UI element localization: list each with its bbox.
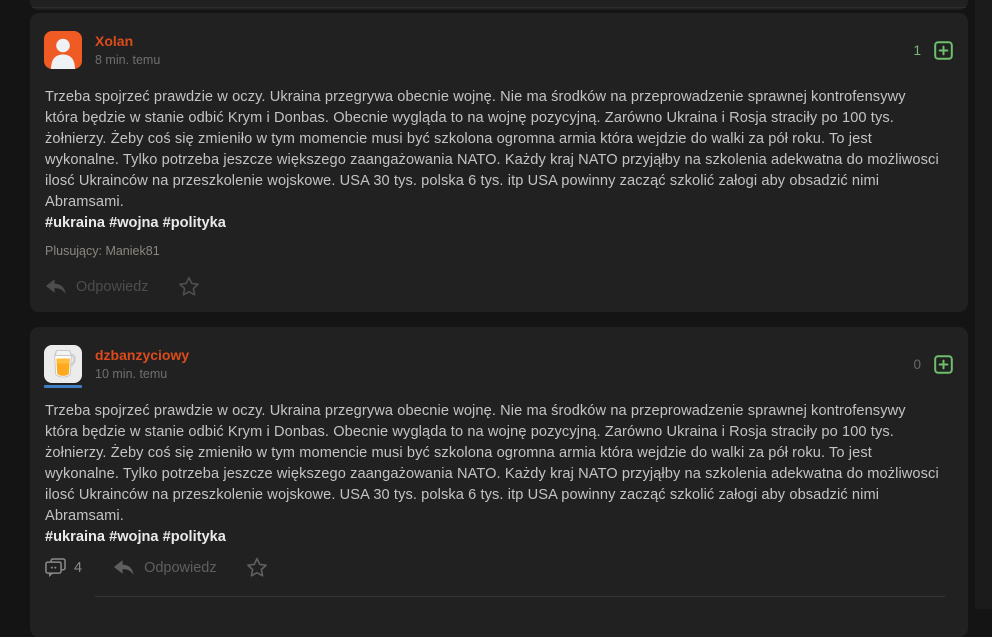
comment-text-line: Trzeba spojrzeć prawdzie w oczy. Ukraina przegrywa obecnie wojnę. Nie ma środków na przeprowadzenie sprawnej kontrofensywy [45,403,906,419]
hashtags-links[interactable]: #ukraina #wojna #polityka [45,529,226,545]
replies-count: 4 [74,559,83,576]
comment-body [30,87,968,234]
user-meta [95,33,160,67]
comment-text-line: żołnierzy. Żeby coś się zmieniło w tym momencie musi być szkolona ogromna armia która wejdzie do walki za pół roku. To jest [45,131,872,147]
avatar[interactable] [44,31,82,69]
favorite-button[interactable] [178,276,200,297]
show-replies-button[interactable] [45,558,82,578]
username-link[interactable]: dzbanzyciowy [95,347,190,363]
username-link[interactable]: Xolan [95,33,134,49]
user-meta [95,347,189,381]
comments-bubble-icon [45,558,66,578]
timestamp-link[interactable]: 8 min. temu [95,53,161,67]
user-avatar-icon [44,31,82,69]
comment-text-line: wykonalne. Tylko potrzeba jeszcze większego zaangażowania NATO. Każdy kraj NATO przyjąłby na szkolenia adekwatna do możliwosci [45,466,939,482]
comment-text-line: wykonalne. Tylko potrzeba jeszcze większego zaangażowania NATO. Każdy kraj NATO przyjąłby na szkolenia adekwatna do możliwosci [45,152,939,168]
comment-card [30,327,968,637]
plus-vote-button[interactable] [934,41,953,60]
vote-score[interactable]: 0 [913,356,921,372]
plus-vote-button[interactable] [934,355,953,374]
vote-score[interactable]: 1 [913,42,921,58]
comment-text-line: która będzie w stanie odbić Krym i Donbas. Obecnie wygląda to na wojnę pozycyjną. Zarówno Ukraina i Rosja straciły po 100 tys. [45,424,894,440]
plus-box-icon [934,355,953,374]
star-icon [178,276,200,297]
comment-text-line: Trzeba spojrzeć prawdzie w oczy. Ukraina przegrywa obecnie wojnę. Nie ma środków na przeprowadzenie sprawnej kontrofensywy [45,89,906,105]
comment-body [30,401,968,548]
previous-card-bottom-edge [30,0,968,10]
comment-text-line: która będzie w stanie odbić Krym i Donbas. Obecnie wygląda to na wojnę pozycyjną. Zarówno Ukraina i Rosja straciły po 100 tys. [45,110,894,126]
avatar[interactable] [44,345,82,383]
divider [32,7,966,8]
plus-box-icon [934,41,953,60]
comment-actions [30,276,968,297]
juice-jug-avatar-icon [44,345,82,383]
reply-button-label: Odpowiedz [76,278,149,295]
comment-text-line: żołnierzy. Żeby coś się zmieniło w tym momencie musi być szkolona ogromna armia która wejdzie do walki za pół roku. To jest [45,445,872,461]
reply-arrow-icon [113,559,135,577]
comment-header [30,327,968,383]
star-icon [246,557,268,578]
timestamp-link[interactable]: 10 min. temu [95,367,168,381]
upvoters-list: Plusujący: Maniek81 [45,244,160,258]
comment-text-line: ilosć Ukrainców na przeszkolenie wojskowe. USA 30 tys. polska 6 tys. itp USA powinny zacząć szkolić załogi aby obsadzić nimi [45,173,880,189]
comment-card [30,13,968,312]
gender-indicator-bar [44,385,82,388]
comment-text-line: Abramsami. [45,508,124,524]
reply-button-label: Odpowiedz [144,559,217,576]
comment-text-line: Abramsami. [45,194,124,210]
replies-divider [95,596,945,597]
reply-arrow-icon [45,278,67,296]
reply-button[interactable] [45,278,149,296]
hashtags-links[interactable]: #ukraina #wojna #polityka [45,215,226,231]
favorite-button[interactable] [246,557,268,578]
reply-button[interactable] [113,559,217,577]
comments-feed [30,0,968,637]
comment-text-line: ilosć Ukrainców na przeszkolenie wojskowe. USA 30 tys. polska 6 tys. itp USA powinny zacząć szkolić załogi aby obsadzić nimi [45,487,880,503]
comment-header [30,13,968,69]
comment-actions [30,557,968,578]
scrollbar-track[interactable] [975,0,992,609]
